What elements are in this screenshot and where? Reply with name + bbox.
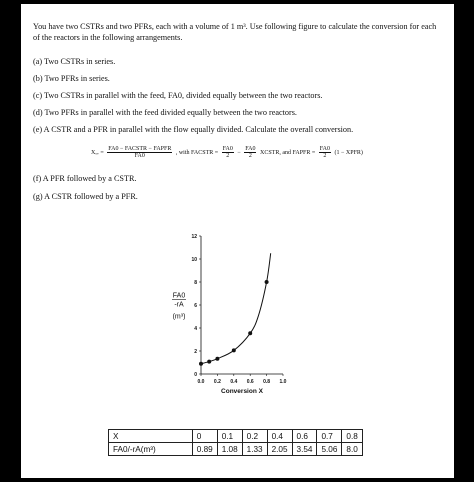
formula-denominator: FA0 [134, 153, 145, 159]
fraction-1-den: 2 [226, 153, 230, 159]
part-c: (c) Two CSTRs in parallel with the feed, FA0, divided equally between the two reactors. [33, 91, 323, 100]
formula-minus: − [237, 149, 241, 156]
levenspiel-plot [151, 228, 291, 400]
y-tick-label: 8 [194, 279, 197, 286]
data-point [265, 280, 269, 284]
fraction-3-den: 2 [323, 153, 327, 159]
formula-lhs: Xₒᵥ = [91, 149, 104, 156]
data-point [215, 357, 219, 361]
y-tick-label: 12 [191, 233, 197, 240]
data-table [108, 429, 363, 456]
part-d: (d) Two PFRs in parallel with the feed divided equally between the two reactors. [33, 108, 297, 117]
data-point [207, 360, 211, 364]
fraction-1-num: FA0 [222, 146, 233, 152]
problem-intro [33, 22, 445, 43]
part-f: (f) A PFR followed by a CSTR. [33, 174, 137, 183]
formula-numerator: FA0 − FACSTR − FAPFR [108, 146, 172, 152]
part-g: (g) A CSTR followed by a PFR. [33, 192, 138, 201]
table-cell: 0.1 [217, 430, 242, 443]
formula-with: , with FACSTR = [175, 149, 219, 156]
y-tick-label: 4 [194, 325, 197, 332]
table-cell: 1.33 [242, 443, 267, 456]
formula-xcstr: XCSTR, and FAPFR = [259, 149, 316, 156]
x-tick-label: 1.0 [279, 379, 287, 385]
table-cell: 0.4 [267, 430, 292, 443]
table-cell: 0.6 [292, 430, 317, 443]
y-tick-label: 10 [191, 256, 197, 263]
y-tick-label: 2 [194, 348, 197, 355]
table-cell: 0.8 [342, 430, 362, 443]
table-cell: 3.54 [292, 443, 317, 456]
document-page [21, 4, 454, 478]
overall-conversion-formula [91, 146, 363, 159]
table-row-fa0 [109, 443, 363, 456]
table-row-x [109, 430, 363, 443]
row-label-x: X [109, 430, 193, 443]
formula-fraction-3 [319, 146, 331, 159]
intro-text: You have two CSTRs and two PFRs, each with a volume of 1 m³. Use following figure to calculate the conversion for each of the reactors in the following arrangements. [33, 22, 437, 42]
fraction-2-num: FA0 [245, 146, 256, 152]
table-cell: 5.06 [317, 443, 342, 456]
fraction-3-num: FA0 [319, 146, 331, 152]
formula-tail: (1 − XPFR) [334, 149, 363, 156]
data-point [199, 362, 203, 366]
formula-main-fraction [107, 146, 172, 159]
table-cell: 0.7 [317, 430, 342, 443]
table-cell: 1.08 [217, 443, 242, 456]
x-tick-label: 0.0 [197, 379, 205, 385]
y-axis-label-unit: (m³) [172, 313, 186, 321]
x-tick-label: 0.6 [246, 379, 254, 385]
table-cell: 0.2 [242, 430, 267, 443]
row-label-fa0: FA0/-rA(m³) [109, 443, 193, 456]
data-point [232, 348, 236, 352]
table-cell: 0 [192, 430, 217, 443]
y-axis-label-numerator: FA0 [172, 292, 186, 300]
x-tick-label: 0.2 [213, 379, 221, 385]
series-line [201, 253, 271, 364]
table-cell: 8.0 [342, 443, 362, 456]
part-e: (e) A CSTR and a PFR in parallel with the flow equally divided. Calculate the overall conversion. [33, 125, 354, 134]
table-cell: 2.05 [267, 443, 292, 456]
part-a: (a) Two CSTRs in series. [33, 57, 116, 66]
formula-fraction-2 [244, 146, 256, 159]
x-tick-label: 0.8 [263, 379, 271, 385]
table-cell: 0.89 [192, 443, 217, 456]
x-tick-label: 0.4 [230, 379, 238, 385]
x-axis-label: Conversion X [221, 388, 263, 395]
part-b: (b) Two PFRs in series. [33, 74, 110, 83]
fraction-2-den: 2 [248, 153, 252, 159]
y-axis-label-denominator: -rA [174, 301, 184, 309]
data-point [248, 331, 252, 335]
formula-fraction-1 [222, 146, 234, 159]
y-tick-label: 6 [194, 302, 197, 309]
y-tick-label: 0 [194, 371, 197, 378]
